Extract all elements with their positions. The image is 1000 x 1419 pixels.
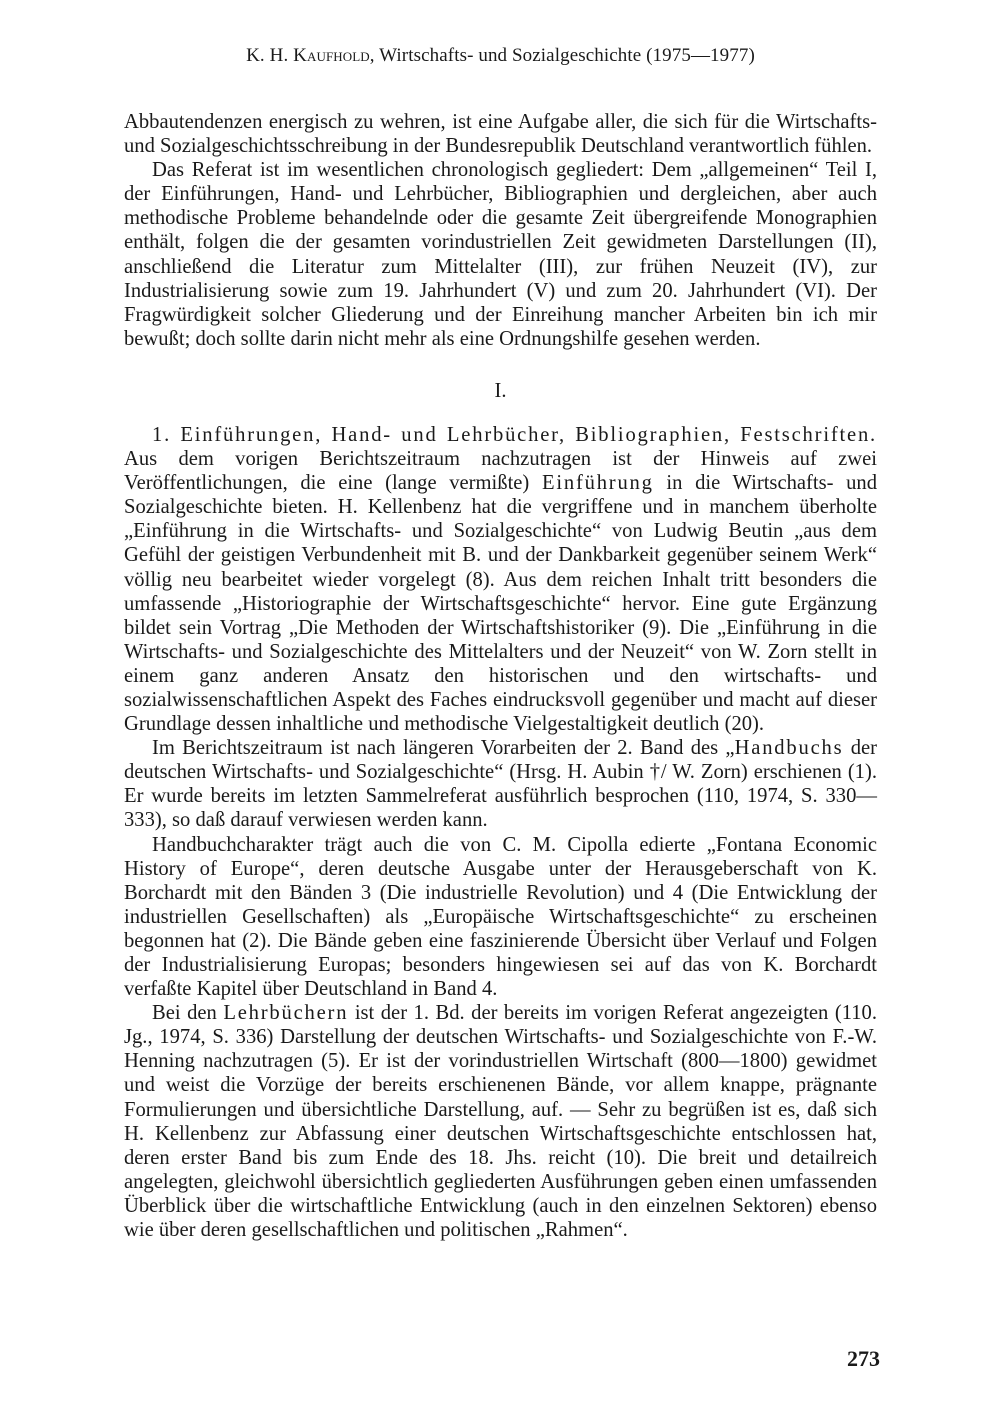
text-run: Bei den (152, 1002, 224, 1025)
paragraph: Abbautendenzen energisch zu wehren, ist eine Aufgabe aller, die sich für die Wirtschafts- und Sozialgeschichtsschreibung in der Bundesrepublik Deutschland verantwortlich fühlen. (124, 111, 877, 158)
header-author: K. H. Kaufhold, (246, 45, 375, 66)
text-run: ist der 1. Bd. der bereits im vorigen Referat angezeigten (110. Jg., 1974, S. 336) Darstellung der deutschen Wirtschafts- und Sozialgeschichte von F.-W. Henning nachzutragen (5). Er ist der vorindustriellen Wirtschaft (800—1800) gewidmet und weist die Vorzüge der bereits erschienenen Bände, vor allem knappe, prägnante Formulierungen und übersichtliche Darstellung, auf. — Sehr zu begrüßen ist es, daß sich H. Kellenbenz zur Abfassung einer deutschen Wirtschaftsgeschichte entschlossen hat, deren erster Band bis zum Ende des 18. Jhs. reicht (10). Die breit und detailreich angelegten, gleichwohl übersichtlich gegliederten Ausführungen geben einen umfassenden Überblick über die wirtschaftliche Entwicklung (auch in den einzelnen Sektoren) ebenso wie über deren gesellschaftlichen und politischen „Rahmen“. (124, 1002, 877, 1242)
emphasis-term: Lehrbüchern (223, 1002, 349, 1025)
text-run: Im Berichtszeitraum ist nach längeren Vorarbeiten der 2. Band des „ (152, 737, 735, 760)
emphasis-term: Einführung (541, 472, 654, 495)
subsection-heading: 1. Einführungen, Hand- und Lehrbücher, Bibliographien, Festschriften. (152, 423, 877, 446)
paragraph (124, 736, 877, 832)
body-text (124, 110, 877, 1242)
paragraph: Handbuchcharakter trägt auch die von C. M. Cipolla edierte „Fontana Economic History of Europe“, deren deutsche Ausgabe unter der Herausgeberschaft von K. Borchardt mit den Bänden 3 (Die industrielle Revolution) und 4 (Die Entwicklung der industriellen Gesellschaften) als „Europäische Wirtschaftsgeschichte“ zu erscheinen begonnen hat (2). Die Bände geben eine faszinierende Übersicht über Verlauf und Folgen der Industrialisierung Europas; besonders hingewiesen sei auf das von K. Borchardt verfaßte Kapitel über Deutschland in Band 4. (124, 833, 877, 1001)
paragraph: Das Referat ist im wesentlichen chronologisch gegliedert: Dem „allgemeinen“ Teil I, der Einführungen, Hand- und Lehrbücher, Bibliographien und dergleichen, aber auch methodische Probleme behandelnde oder die gesamte Zeit übergreifende Monographien enthält, folgen die der gesamten vorindustriellen Zeit gewidmeten Darstellungen (II), anschließend die Literatur zum Mittelalter (III), zur frühen Neuzeit (IV), zur Industrialisierung sowie zum 19. Jahrhundert (V) und zum 20. Jahrhundert (VI). Der Fragwürdigkeit solcher Gliederung und der Einreihung mancher Arbeiten bin ich mir bewußt; doch sollte darin nicht mehr als eine Ordnungshilfe gesehen werden. (124, 159, 877, 350)
paragraph (124, 423, 877, 736)
section-heading: I. (494, 379, 507, 402)
text-run: in die Wirtschafts- und Sozialgeschichte bieten. H. Kellenbenz hat die vergriffene und in manchem überholte „Einführung in die Wirtschafts- und Sozialgeschichte“ von Ludwig Beutin „aus dem Gefühl der geistigen Verbundenheit mit B. und der Dankbarkeit gegenüber seinem Werk“ völlig neu bearbeitet wieder vorgelegt (8). Aus dem reichen Inhalt tritt besonders die umfassende „Historiographie der Wirtschaftsgeschichte“ hervor. Eine gute Ergänzung bildet sein Vortrag „Die Methoden der Wirtschaftshistoriker (9). Die „Einführung in die Wirtschafts- und Sozialgeschichte des Mittelalters und der Neuzeit“ von W. Zorn stellt in einem ganz anderen Ansatz den historischen und den wirtschafts- und sozialwissenschaftlichen Aspekt des Faches eindrucksvoll gegenüber und macht auf dieser Grundlage dessen inhaltliche und methodische Vielgestaltigkeit deutlich (20). (124, 472, 878, 736)
emphasis-term: Handbuchs (734, 737, 844, 760)
page-number: 273 (847, 1346, 880, 1371)
running-header (124, 44, 877, 68)
header-title: Wirtschafts- und Sozialgeschichte (1975—1977) (379, 45, 755, 66)
text-run: der deutschen Wirtschafts- und Sozialgeschichte“ (Hrsg. H. Aubin †/ W. Zorn) erschienen (1). Er wurde bereits im letzten Sammelreferat ausführlich besprochen (110, 1974, S. 330—333), so daß darauf verwiesen werden kann. (124, 737, 878, 832)
paragraph (124, 1001, 877, 1242)
text-run: Aus dem vorigen Berichtszeitraum nachzutragen ist der Hinweis auf zwei Veröffentlichungen, die eine (lange vermißte) (124, 448, 877, 495)
